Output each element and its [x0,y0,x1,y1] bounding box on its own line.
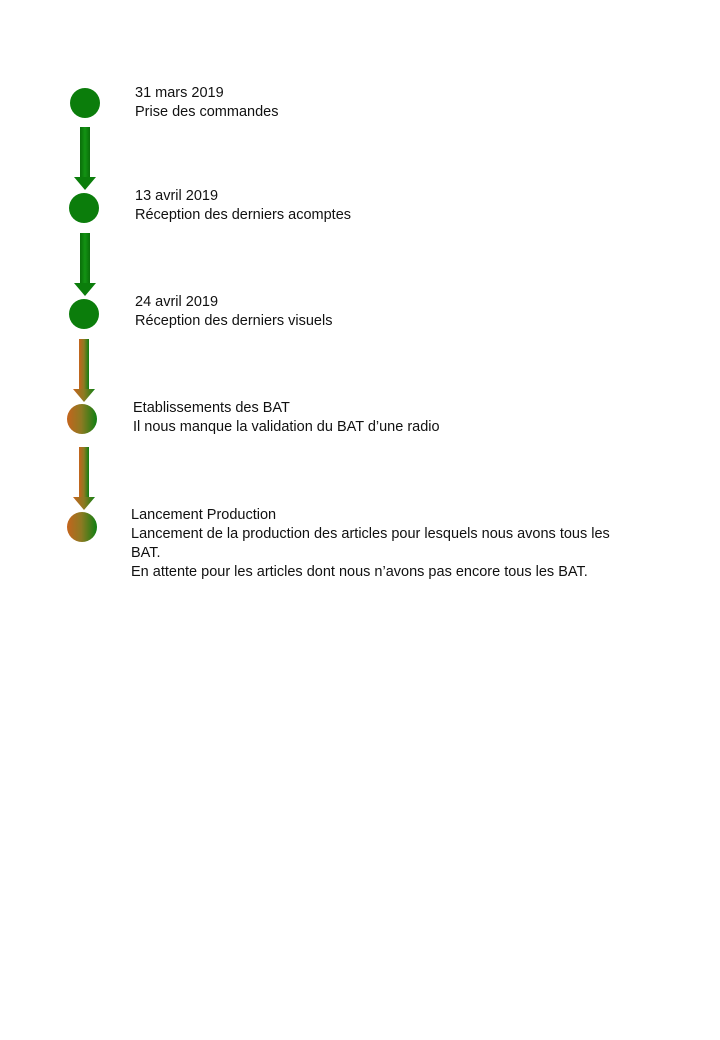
step-5-status-dot [67,512,97,542]
step-4-description: Il nous manque la validation du BAT d’une radio [133,419,440,435]
step-3-description: Réception des derniers visuels [135,313,333,329]
step-1-text [135,84,278,122]
step-2-description: Réception des derniers acomptes [135,207,352,223]
step-4-title: Etablissements des BAT [133,400,290,416]
step-1-status-dot [70,88,100,118]
arrow-down-icon [74,127,96,192]
arrow-down-icon [74,233,96,298]
step-5-title: Lancement Production [131,507,277,523]
step-2-date: 13 avril 2019 [135,188,219,204]
arrow-down-icon [73,447,95,512]
step-5-description: Lancement de la production des articles pour lesquels nous avons tous les BAT. [131,526,610,561]
step-5-description-2: En attente pour les articles dont nous n’avons pas encore tous les BAT. [131,564,588,580]
step-3-date: 24 avril 2019 [135,294,219,310]
step-1-description: Prise des commandes [135,104,279,120]
step-1-date: 31 mars 2019 [135,85,224,101]
step-5-text [131,506,621,582]
arrow-down-icon [73,339,95,404]
step-3-text [135,293,332,331]
step-2-status-dot [69,193,99,223]
step-3-status-dot [69,299,99,329]
step-4-status-dot [67,404,97,434]
step-4-text [133,399,440,437]
step-2-text [135,187,351,225]
